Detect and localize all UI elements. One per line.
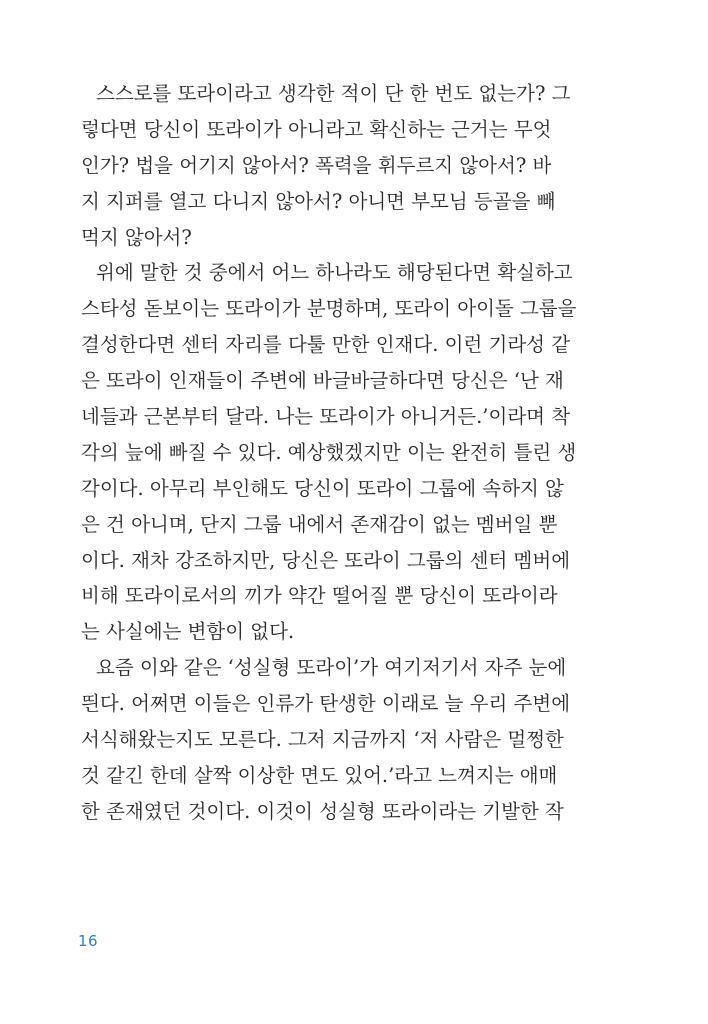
text-line: 인가? 법을 어기지 않아서? 폭력을 휘두르지 않아서? 바 bbox=[81, 153, 552, 177]
text-line: 띈다. 어쩌면 이들은 인류가 탄생한 이래로 늘 우리 주변에 bbox=[81, 692, 571, 716]
page-number: 16 bbox=[78, 932, 99, 950]
body-text bbox=[81, 76, 577, 830]
text-line: 스스로를 또라이라고 생각한 적이 단 한 번도 없는가? 그 bbox=[96, 82, 571, 105]
text-line: 한 존재였던 것이다. 이것이 성실형 또라이라는 기발한 작 bbox=[81, 799, 564, 823]
text-line: 서식해왔는지도 모른다. 그저 지금까지 ‘저 사람은 멀쩡한 bbox=[81, 728, 564, 752]
text-line: 은 건 아니며, 단지 그룹 내에서 존재감이 없는 멤버일 뿐 bbox=[81, 512, 558, 536]
text-line: 것 같긴 한데 살짝 이상한 면도 있어.’라고 느껴지는 애매 bbox=[81, 763, 558, 787]
text-line: 네들과 근본부터 달라. 나는 또라이가 아니거든.’이라며 착 bbox=[81, 405, 571, 429]
text-line: 위에 말한 것 중에서 어느 하나라도 해당된다면 확실하고 bbox=[96, 261, 573, 285]
text-line: 는 사실에는 변함이 없다. bbox=[81, 620, 295, 644]
text-line: 렇다면 당신이 또라이가 아니라고 확신하는 근거는 무엇 bbox=[81, 117, 552, 141]
text-line: 각의 늪에 빠질 수 있다. 예상했겠지만 이는 완전히 틀린 생 bbox=[81, 440, 577, 464]
text-line: 각이다. 아무리 부인해도 당신이 또라이 그룹에 속하지 않 bbox=[81, 476, 564, 500]
text-line: 결성한다면 센터 자리를 다툴 만한 인재다. 이런 기라성 같 bbox=[81, 333, 571, 357]
text-line: 비해 또라이로서의 끼가 약간 떨어질 뿐 당신이 또라이라 bbox=[81, 584, 558, 608]
text-line: 은 또라이 인재들이 주변에 바글바글하다면 당신은 ‘난 재 bbox=[81, 369, 564, 393]
text-line: 스타성 돋보이는 또라이가 분명하며, 또라이 아이돌 그룹을 bbox=[81, 297, 577, 321]
paragraph-3 bbox=[81, 650, 571, 829]
text-line: 먹지 않아서? bbox=[81, 225, 192, 249]
paragraph-1 bbox=[81, 76, 571, 255]
paragraph-2 bbox=[81, 255, 577, 650]
text-line: 이다. 재차 강조하지만, 당신은 또라이 그룹의 센터 멤버에 bbox=[81, 548, 571, 572]
text-line: 지 지퍼를 열고 다니지 않아서? 아니면 부모님 등골을 빼 bbox=[81, 189, 556, 213]
text-line: 요즘 이와 같은 ‘성실형 또라이’가 여기저기서 자주 눈에 bbox=[96, 656, 567, 680]
